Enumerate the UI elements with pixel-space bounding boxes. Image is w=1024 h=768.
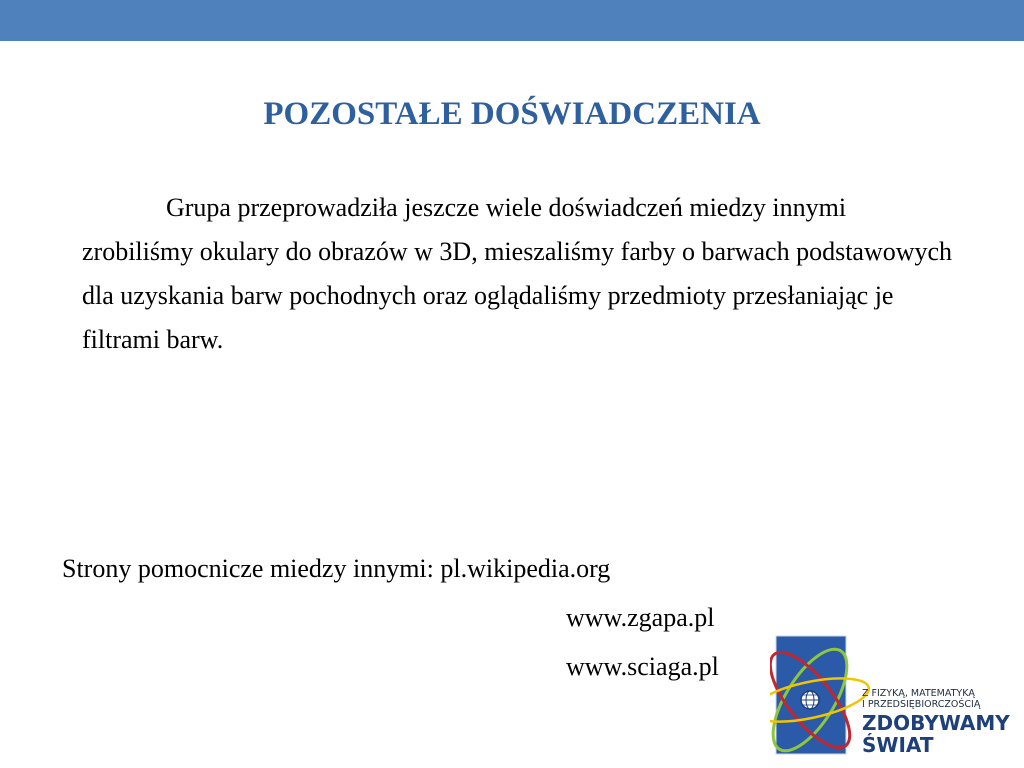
logo-tagline-2: I PRZEDSIĘBIORCZOŚCIĄ (862, 699, 981, 710)
sources-line-2: www.zgapa.pl (566, 603, 715, 632)
sources-line-3: www.sciaga.pl (566, 652, 719, 681)
logo-heading-2: ŚWIAT (862, 733, 934, 757)
body-paragraph: Grupa przeprowadziła jeszcze wiele doświadczeń miedzy innymi zrobiliśmy okulary do obrazów w 3D, mieszaliśmy farby o barwach podstawowych dla uzyskania barw pochodnych oraz oglądaliśmy przedmioty przesłaniając je filtrami barw. (82, 193, 953, 354)
logo-heading-1: ZDOBYWAMY (862, 711, 1010, 735)
globe-icon (801, 691, 819, 709)
sources-line-1: Strony pomocnicze miedzy innymi: pl.wikipedia.org (62, 554, 611, 583)
slide-title: POZOSTAŁE DOŚWIADCZENIA (263, 96, 761, 132)
top-accent-bar (0, 0, 1024, 41)
project-logo (770, 622, 1024, 768)
logo-tagline-1: Z FIZYKĄ, MATEMATYKĄ (862, 688, 975, 699)
